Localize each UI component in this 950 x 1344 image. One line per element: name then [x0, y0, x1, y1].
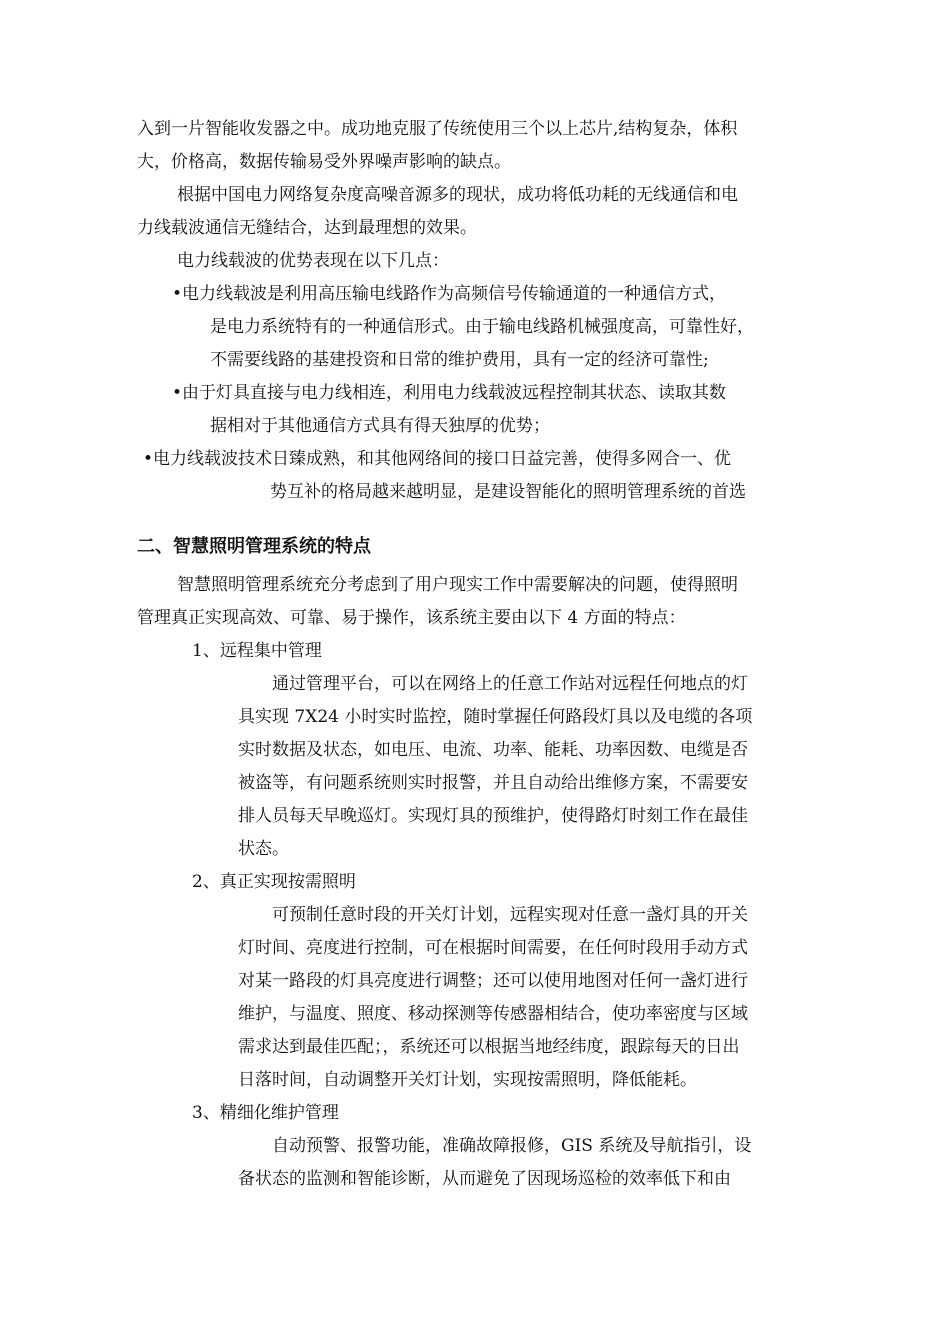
- item-line: 被盗等，有问题系统则实时报警，并且自动给出维修方案，不需要安: [238, 773, 748, 793]
- paragraph-line: 大，价格高，数据传输易受外界噪声影响的缺点。: [137, 152, 511, 172]
- item-line: 日落时间，自动调整开关灯计划，实现按需照明，降低能耗。: [238, 1070, 697, 1090]
- bullet-line: 势互补的格局越来越明显，是建设智能化的照明管理系统的首选: [270, 482, 746, 502]
- paragraph-line: 入到一片智能收发器之中。成功地克服了传统使用三个以上芯片,结构复杂，体积: [137, 119, 738, 139]
- bullet-line: •电力线载波是利用高压输电线路作为高频信号传输通道的一种通信方式，: [172, 284, 727, 304]
- item-line: 自动预警、报警功能，准确故障报修，GIS 系统及导航指引，设: [272, 1136, 752, 1156]
- item-line: 排人员每天早晚巡灯。实现灯具的预维护，使得路灯时刻工作在最佳: [238, 806, 748, 826]
- item-line: 备状态的监测和智能诊断，从而避免了因现场巡检的效率低下和由: [238, 1169, 731, 1189]
- item-line: 状态。: [238, 839, 289, 859]
- item-title: 1、远程集中管理: [192, 641, 322, 661]
- paragraph-line: 根据中国电力网络复杂度高噪音源多的现状，成功将低功耗的无线通信和电: [177, 185, 738, 205]
- paragraph-line: 力线载波通信无缝结合，达到最理想的效果。: [137, 218, 477, 238]
- item-title: 2、真正实现按需照明: [192, 872, 356, 892]
- item-line: 对某一路段的灯具亮度进行调整；还可以使用地图对任何一盏灯进行: [238, 971, 748, 991]
- paragraph-line: 智慧照明管理系统充分考虑到了用户现实工作中需要解决的问题，使得照明: [177, 575, 738, 595]
- bullet-line: 不需要线路的基建投资和日常的维护费用，具有一定的经济可靠性;: [210, 350, 709, 370]
- item-line: 具实现 7X24 小时实时监控，随时掌握任何路段灯具以及电缆的各项: [238, 707, 753, 727]
- bullet-line: •电力线载波技术日臻成熟，和其他网络间的接口日益完善，使得多网合一、优: [143, 449, 732, 469]
- bullet-line: •由于灯具直接与电力线相连，利用电力线载波远程控制其状态、读取其数: [172, 383, 727, 403]
- item-line: 实时数据及状态，如电压、电流、功率、能耗、功率因数、电缆是否: [238, 740, 748, 760]
- item-line: 需求达到最佳匹配；，系统还可以根据当地经纬度，跟踪每天的日出: [238, 1037, 740, 1057]
- item-title: 3、精细化维护管理: [192, 1103, 339, 1123]
- bullet-line: 据相对于其他通信方式具有得天独厚的优势；: [210, 416, 550, 436]
- item-line: 灯时间、亮度进行控制，可在根据时间需要，在任何时段用手动方式: [238, 938, 748, 958]
- item-line: 维护，与温度、照度、移动探测等传感器相结合，使功率密度与区域: [238, 1004, 748, 1024]
- section-heading: 二、智慧照明管理系统的特点: [137, 536, 371, 557]
- paragraph-line: 电力线载波的优势表现在以下几点：: [177, 251, 449, 271]
- item-line: 通过管理平台，可以在网络上的任意工作站对远程任何地点的灯: [272, 674, 748, 694]
- bullet-line: 是电力系统特有的一种通信形式。由于输电线路机械强度高，可靠性好，: [210, 317, 754, 337]
- item-line: 可预制任意时段的开关灯计划，远程实现对任意一盏灯具的开关: [272, 905, 748, 925]
- paragraph-line: 管理真正实现高效、可靠、易于操作，该系统主要由以下 4 方面的特点：: [137, 608, 686, 628]
